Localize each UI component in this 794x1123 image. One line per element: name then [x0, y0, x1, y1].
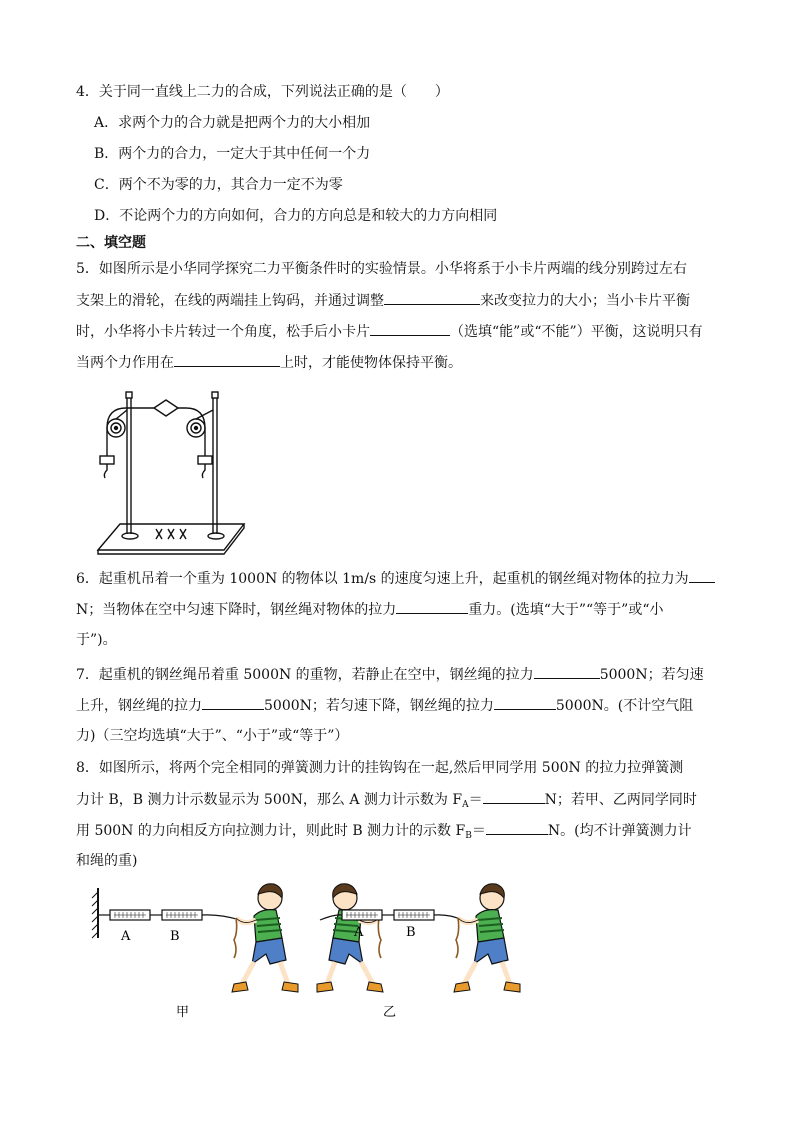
- caption-yi: 乙: [383, 1005, 397, 1020]
- q8-text: ＝: [471, 823, 486, 839]
- section-title: 二、填空题: [76, 235, 146, 251]
- q4-option-a: A．求两个力的合力就是把两个力的大小相加: [94, 115, 371, 131]
- q8-line-4: 和绳的重): [76, 853, 138, 869]
- q5-line-1: 5．如图所示是小华同学探究二力平衡条件时的实验情景。小华将系于小卡片两端的线分别跨过左右: [76, 261, 687, 277]
- q6-answer-blank-1[interactable]: [689, 568, 715, 583]
- label-a-yi: A: [354, 925, 364, 940]
- q4-option-b: B．两个力的合力，一定大于其中任何一个力: [94, 146, 371, 162]
- q5-answer-blank-2[interactable]: [370, 321, 450, 336]
- q8-line-1: 8．如图所示，将两个完全相同的弹簧测力计的挂钩钩在一起,然后甲同学用 500N 的拉力拉弹簧测: [76, 760, 684, 776]
- label-b-yi: B: [406, 925, 416, 940]
- q5-text: 上时，才能使物体保持平衡。: [280, 355, 462, 371]
- q4-option-d: D．不论两个力的方向如何，合力的方向总是和较大的力方向相同: [94, 208, 498, 224]
- q7-line-1: [76, 664, 704, 685]
- q8-subscript-a: A: [462, 800, 469, 810]
- q5-line-2: [76, 290, 690, 311]
- q6-line-3: 于”)。: [76, 632, 117, 648]
- label-b-jia: B: [170, 929, 180, 944]
- q5-answer-blank-3[interactable]: [174, 352, 280, 367]
- q6-text: 6．起重机吊着一个重为 1000N 的物体以 1m/s 的速度匀速上升，起重机的钢丝绳对物体的拉力为: [76, 571, 689, 587]
- q5-text: 支架上的滑轮，在线的两端挂上钩码，并通过调整: [76, 293, 384, 309]
- q7-line-3: 力)（三空均选填“大于”、“小于”或“等于”）: [76, 728, 349, 744]
- q7-answer-blank-1[interactable]: [534, 664, 600, 679]
- q7-text: 上升，钢丝绳的拉力: [76, 698, 202, 714]
- q4-stem: 4．关于同一直线上二力的合成，下列说法正确的是（ ）: [76, 84, 449, 100]
- label-a-jia: A: [121, 929, 131, 944]
- balance-apparatus-figure: [96, 386, 248, 556]
- q7-line-2: [76, 695, 693, 716]
- q8-answer-blank-1[interactable]: [483, 789, 545, 804]
- q8-answer-blank-2[interactable]: [486, 820, 548, 835]
- q6-line-1: [76, 568, 715, 589]
- q8-text: 力计 B，B 测力计示数显示为 500N，那么 A 测力计示数为 F: [76, 792, 463, 808]
- q6-text: N；当物体在空中匀速下降时，钢丝绳对物体的拉力: [76, 602, 397, 618]
- setup-yi: [317, 884, 520, 992]
- q6-answer-blank-2[interactable]: [396, 599, 468, 614]
- q5-text: 当两个力作用在: [76, 355, 174, 371]
- q7-text: 7．起重机的钢丝绳吊着重 5000N 的重物，若静止在空中，钢丝绳的拉力: [76, 667, 534, 683]
- q7-answer-blank-2[interactable]: [202, 695, 264, 710]
- q8-text: N。(均不计弹簧测力计: [547, 823, 692, 839]
- q7-answer-blank-3[interactable]: [494, 695, 556, 710]
- q8-text: 用 500N 的力向相反方向拉测力计，则此时 B 测力计的示数 F: [76, 823, 466, 839]
- q5-text: （选填“能”或“不能”）平衡，这说明只有: [450, 324, 703, 340]
- q4-option-c: C．两个不为零的力，其合力一定不为零: [94, 177, 343, 193]
- q8-subscript-b: B: [465, 831, 472, 841]
- caption-jia: 甲: [176, 1005, 190, 1020]
- q5-line-3: [76, 321, 703, 342]
- q8-text: ＝: [468, 792, 483, 808]
- spring-scale-figure: [90, 880, 530, 1020]
- q5-answer-blank-1[interactable]: [384, 290, 480, 305]
- q5-text: 来改变拉力的大小；当小卡片平衡: [480, 293, 690, 309]
- q6-text: 重力。(选填“大于”“等于”或“小: [468, 602, 664, 618]
- q8-line-2: [76, 789, 697, 815]
- q6-line-2: [76, 599, 664, 620]
- q5-text: 时，小华将小卡片转过一个角度，松手后小卡片: [76, 324, 370, 340]
- q5-line-4: [76, 352, 462, 373]
- q7-text: 5000N。(不计空气阻: [555, 698, 694, 714]
- q8-line-3: [76, 820, 692, 846]
- q7-text: 5000N；若匀速: [599, 667, 704, 683]
- q7-text: 5000N；若匀速下降，钢丝绳的拉力: [264, 698, 494, 714]
- q8-text: N；若甲、乙两同学同时: [544, 792, 697, 808]
